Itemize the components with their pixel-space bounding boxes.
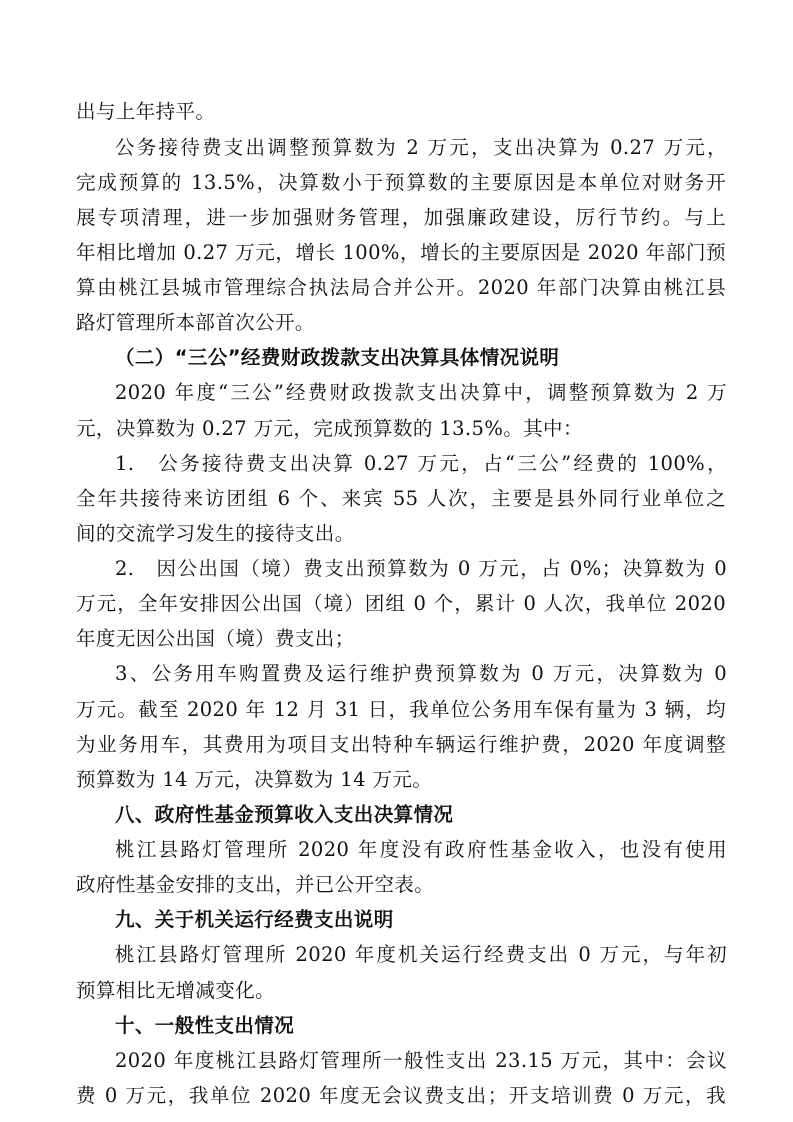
text-line: 预算数为 14 万元，决算数为 14 万元。 xyxy=(76,768,433,791)
text-line: 公务接待费支出调整预算数为 2 万元，支出决算为 0.27 万元， xyxy=(115,136,727,159)
section-heading: （二）“三公”经费财政拨款支出决算具体情况说明 xyxy=(115,346,560,369)
text-line: 展专项清理，进一步加强财务管理，加强廉政建设，厉行节约。与上 xyxy=(76,206,726,229)
text-line: 年度无因公出国（境）费支出； xyxy=(76,627,355,650)
text-line: 费 0 万元，我单位 2020 年度无会议费支出；开支培训费 0 万元，我 xyxy=(76,1084,726,1107)
text-line: 算由桃江县城市管理综合执法局合并公开。2020 年部门决算由桃江县 xyxy=(76,276,726,299)
text-line: 万元，全年安排因公出国（境）团组 0 个，累计 0 人次，我单位 2020 xyxy=(76,592,726,615)
text-line: 桃江县路灯管理所 2020 年度没有政府性基金收入，也没有使用 xyxy=(115,838,727,861)
text-line: 桃江县路灯管理所 2020 年度机关运行经费支出 0 万元，与年初 xyxy=(115,943,727,966)
text-line: 年相比增加 0.27 万元，增长 100%，增长的主要原因是 2020 年部门预 xyxy=(76,241,726,264)
text-line: 为业务用车，其费用为项目支出特种车辆运行维护费，2020 年度调整 xyxy=(76,733,726,756)
text-line: 万元。截至 2020 年 12 月 31 日，我单位公务用车保有量为 3 辆，均 xyxy=(76,698,726,721)
text-line: 预算相比无增减变化。 xyxy=(76,979,276,1002)
list-item-3: 3、公务用车购置费及运行维护费预算数为 0 万元，决算数为 0 xyxy=(115,662,727,685)
text-line: 出与上年持平。 xyxy=(76,100,216,123)
text-line: 政府性基金安排的支出，并已公开空表。 xyxy=(76,873,435,896)
section-heading: 十、一般性支出情况 xyxy=(115,1014,295,1037)
text-line: 完成预算的 13.5%，决算数小于预算数的主要原因是本单位对财务开 xyxy=(76,171,726,194)
list-item-2: 2. 因公出国（境）费支出预算数为 0 万元，占 0%；决算数为 0 xyxy=(115,557,727,580)
text-line: 路灯管理所本部首次公开。 xyxy=(76,311,315,334)
section-heading: 九、关于机关运行经费支出说明 xyxy=(115,908,394,931)
list-item-1: 1. 公务接待费支出决算 0.27 万元，占“三公”经费的 100%， xyxy=(115,452,727,475)
text-line: 全年共接待来访团组 6 个、来宾 55 人次，主要是县外同行业单位之 xyxy=(76,487,726,510)
text-line: 间的交流学习发生的接待支出。 xyxy=(76,522,355,545)
text-line: 2020 年度桃江县路灯管理所一般性支出 23.15 万元，其中：会议 xyxy=(115,1049,727,1072)
section-heading: 八、政府性基金预算收入支出决算情况 xyxy=(115,803,454,826)
text-line: 元，决算数为 0.27 万元，完成预算数的 13.5%。其中： xyxy=(76,417,583,440)
text-line: 2020 年度“三公”经费财政拨款支出决算中，调整预算数为 2 万 xyxy=(115,381,727,404)
